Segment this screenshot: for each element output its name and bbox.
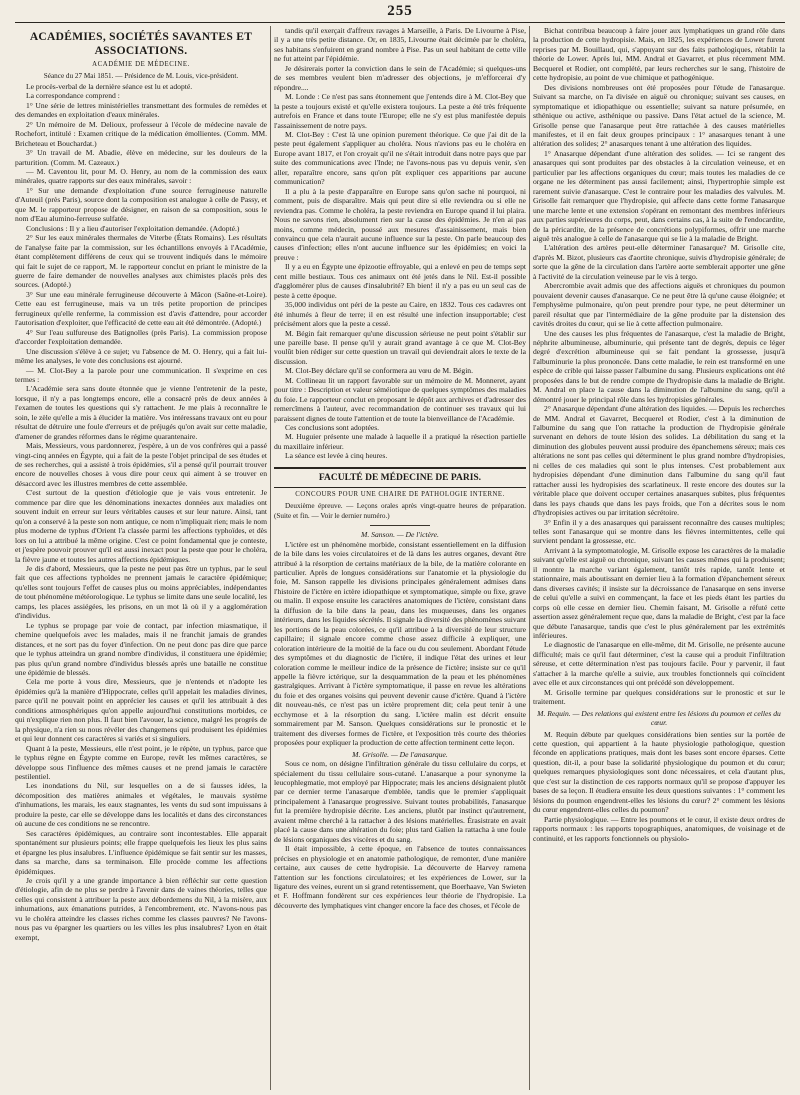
session-line: Séance du 27 Mai 1851. — Présidence de M. Louis, vice-président. xyxy=(43,72,239,81)
paragraph: L'Académie sera sans doute étonnée que je vienne l'entretenir de la peste, lorsque, il n'y a pas longtemps encore, elle a consacré près de deux années à l'examen de toutes les questions qui s'y rattachent. Je me plais à reconnaître le soin, le zèle qu'elle a mis à élucider la matière. Vos intéressans travaux ont eu pour résultat de détruire une foule d'erreurs et de préjugés qu'on avait sur cette maladie, d'amener de grandes réformes dans le régime quarantenaire. xyxy=(15,384,267,441)
paragraph: M. Collineau lit un rapport favorable sur un mémoire de M. Monneret, ayant pour titre : Description et valeur séméiotique de quelques symptômes des maladies du foie. Le rapporteur conclut en proposant le dépôt aux archives et d'adresser des remercîmens à l'auteur, avec recommandation de continuer ses travaux qui lui paraissent dignes de toute l'attention et de toute la bienveillance de l'Académie. xyxy=(274,375,526,423)
paragraph: Mais, Messieurs, vous pardonnerez, j'espère, à un de vos confrères qui a passé vingt-cinq années en Égypte, qui a fait de la peste l'objet principal de ses études et de ses recherches, qui a assisté à trois épidémies, s'il a pensé qu'il pourrait trouver encore de nouvelles choses à vous dire pour ceux qui aiment à se trouver en désaccord avec les illustres membres de cette assemblée. xyxy=(15,441,267,488)
paragraph: Il a plu à la peste d'apparaître en Europe sans qu'on sache ni pourquoi, ni comment, puis de disparaître. Mais qui peut dire si elle reviendra ou si elle ne reviendra pas. Comme le choléra, la peste reviendra en Europe quand il lui plaira. Nous ne savons rien, absolument rien sur la cause des épidémies. Je n'en ai pas moins, comme médecin, poussé aux mesures d'assainissement, mais bien convaincu que cela n'aurait aucune influence sur la peste. On parle beaucoup des causes d'infection; elles n'ont aucune influence sur les épidémies; en voici la preuve : xyxy=(274,186,526,262)
column-1-body xyxy=(15,82,267,942)
section-title: ACADÉMIE DE MÉDECINE. xyxy=(92,61,190,68)
paragraph: M. Requin débute par quelques considérations bien senties sur la portée de cette question, qui appartient à la haute physiologie pathologique, question féconde en applications pratiques, mais dont les bases sont encore éparses. Cette question, dit-il, a pour base la solidarité physiologique du poumon et du cœur; quelques remarques physiologiques sont donc nécessaires, et cela d'autant plus, que c'est sur la distinction de ces rapports normaux qu'il se propose d'appuyer les bases de sa leçon. Il étudiera ensuite les deux questions suivantes : 1° comment les lésions du poumon engendrent-elles les lésions du cœur? 2° comment les lésions du cœur engendrent-elles celles du poumon? xyxy=(533,729,785,815)
paragraph: Le diagnostic de l'anasarque en elle-même, dit M. Grisolle, ne présente aucune difficulté; mais ce qu'il faut déterminer, c'est la cause qui a produit l'infiltration séreuse, et cette détermination n'est pas toujours facile. Pour y parvenir, il faut s'attacher à la marche qu'elle a suivie, aux troubles fonctionnels qui coïncident avec elle et aux circonstances qui ont précédé son développement. xyxy=(533,640,785,688)
paragraph: La correspondance comprend : xyxy=(26,91,120,101)
paragraph: Le procès-verbal de la dernière séance est lu et adopté. xyxy=(26,81,193,91)
paragraph: 2° Sur les eaux minérales thermales de Viterbe (États Romains). Les résultats de l'analyse faite par la commission, sur les échantillons envoyés à l'Académie, étant complètement différens de ceux qui se trouvent indiqués dans le mémoire qui fait le sujet de ce rapport, M. le rapporteur conclut en priant le ministre de la guerre de faire demander de nouvelles analyses aux chimistes placés près des sources. (Adopté.) xyxy=(15,233,267,290)
paragraph: C'est surtout de la question d'étiologie que je vais vous entretenir. Je commence par dire que les dénominations inexactes données aux maladies ont souvent induit en erreur sur leurs véritables causes et sur leur nature. Ainsi, tant qu'on a conservé à la peste son nom antique, ce nom n'impliquait rien; mais le nom plus moderne de typhus d'Orient l'a classée parmi les affections typhoïdes, et dès lors on lui a attribué la même origine. C'est ce point fondamental que je conteste, et j'espère pouvoir prouver qu'il est aussi inexact pour la peste que pour le choléra, la fièvre jaune et toutes les autres affections épidémiques. xyxy=(15,488,267,564)
page-number: 255 xyxy=(387,3,413,19)
column-3-body-a xyxy=(533,26,785,707)
paragraph: 3° Sur une eau minérale ferrugineuse découverte à Mâcon (Saône-et-Loire). Cette eau est ferrugineuse, mais va un très petite proportion de principes ferrugineux qu'elle renferme, la commission est d'avis d'attendre, pour accorder l'autorisation d'exploiter, que l'efficacité de cette eau ait été démontrée. (Adopté.) xyxy=(15,289,267,328)
paragraph: 2° Un mémoire de M. Delioux, professeur à l'école de médecine navale de Rochefort, intitulé : Examen critique de la médication émollientes. (Comm. MM. Bricheteau et Bouchardat.) xyxy=(15,119,267,148)
paragraph: 3° Un travail de M. Abadie, élève en médecine, sur les douleurs de la parturition. (Comm. M. Cazeaux.) xyxy=(15,148,267,167)
short-rule xyxy=(370,525,430,526)
paragraph: Des divisions nombreuses ont été proposées pour l'étude de l'anasarque. Suivant sa marche, on l'a divisée en aiguë ou chronique; suivant ses causes, en symptomatique et idiopathique ou essentielle; suivant sa nature présumée, en sthénique ou active, asthénique ou passive. Dans l'état actuel de la science, M. Grisolle pense que l'anasarque peut être rattachée à des causes matérielles manifestes, et il en fait deux groupes principaux : 1° anasarques tenant à une altération des solides; 2° anasarques tenant à une altération des liquides. xyxy=(533,82,785,149)
concours-heading: CONCOURS POUR UNE CHAIRE DE PATHOLOGIE INTERNE. xyxy=(295,490,505,498)
column-3-body-b xyxy=(533,730,785,843)
paragraph: 1° Anasarque dépendant d'une altération des solides. — Ici se rangent des anasarques qui sont produites par des obstacles à la circulation veineuse, et en particulier par les affections organiques du cœur; mais toutes les maladies de ce organe ne les déterminent pas aussi facilement; ainsi, l'hypertrophie simple est rarement suivie d'anasarque. C'est le contraire pour les maladies des valvules. M. Grisolle fait remarquer que l'hydropisie, qui affecte dans cette forme l'anasarque une marche lente et une extension s'opérant en remontant des membres inférieurs aux parties supérieures du corps, peut, dans certains cas, à la suite de l'endocardite, de la péricardite, de la présence de concrétions polypiformes, offrir une marche aiguë très analogue à celle de l'anasarque qui se lie à la maladie de Bright. xyxy=(533,148,785,243)
paragraph: M. Grisolle termine par quelques considérations sur le pronostic et sur le traitement. xyxy=(533,687,785,707)
column-1 xyxy=(15,26,267,1090)
paragraph: Une des causes les plus fréquentes de l'anasarque, c'est la maladie de Bright, néphrite albumineuse, albuminurie, qui présente tant de degrés, depuis ce léger degré d'excrétion albumineuse qui se fait pendant la grossesse, jusqu'à l'albuminurie la plus prononcée. Dans cette maladie, le rein est transformé en une espèce de crible qui laisse passer l'albumine du sang. Plusieurs explications ont été proposées dans le but de rendre compte de l'hydropisie dans la maladie de Bright. M. Andral en place la cause dans la diminution de l'albumine du sang, qu'il a démontré jouer le principal rôle dans les hydropisies générales. xyxy=(533,328,785,404)
paragraph: 1° Sur une demande d'exploitation d'une source ferrugineuse naturelle d'Auteuil (près Paris), source dont la composition est analogue à celle de Passy, et que M. le rapporteur propose de désigner, en raison de sa composition, sous le nom d'Eau alumino-ferreuse sulfatée. xyxy=(15,185,267,224)
paragraph: Sous ce nom, on désigne l'infiltration générale du tissu cellulaire du corps, et spécialement du tissu cellulaire sous-cutané. L'anasarque a pour synonyme la leucophlegmatie, mot employé par Hippocrate; mais les anciens désignaient plutôt par ce dernier terme l'anasarque d'emblée, tandis que le premier s'appliquait principalement à l'anasarque progressive. Suivant toutes probabilités, l'anasarque fut la première hydropisie décrite. Les anciens, plutôt par instinct qu'autrement, avaient même cherché à la rattacher à des lésions matérielles. Érasistrate en avait placé la cause dans une altération du foie; plus tard Galien la rattacha à une foule de lésions organiques des viscères et du sang. xyxy=(274,759,526,844)
column-2 xyxy=(274,26,526,1090)
paragraph: 3° Enfin il y a des anasarques qui paraissent reconnaître des causes multiples; telles sont l'anasarque qui se montre dans les fièvres intermittentes, celle qui survient pendant la grossesse, etc. xyxy=(533,517,785,546)
section-masthead: ACADÉMIES, SOCIÉTÉS SAVANTES ET ASSOCIATIONS. xyxy=(29,31,253,57)
column-divider-1 xyxy=(270,26,271,1090)
paragraph: M. Londe : Ce n'est pas sans étonnement que j'entends dire à M. Clot-Bey que la peste a toujours existé et qu'elle existera toujours. La peste a été très fréquente autrefois en France et dans toute l'Europe; elle ne s'y est plus manifestée depuis l'assainissement de notre pays. xyxy=(274,92,526,130)
speaker-grisolle: M. Grisolle. — De l'anasarque. xyxy=(352,749,448,759)
paragraph: 1° Une série de lettres ministérielles transmettant des formules de remèdes et des demandes en exploitation d'eaux minérales. xyxy=(15,100,267,120)
paragraph: Cela me porte à vous dire, Messieurs, que je n'entends et n'adopte les épidémies qu'à la manière d'Hippocrate, celles qu'il appelait les maladies divines, parce qu'il ne pouvait point en apprécier les causes et qu'il les attribuait à des conditions atmosphériques qu'on appelle aujourd'hui constitutions morbides, ce qui n'explique rien non plus. Il faut bien l'avouer, la science, malgré les progrès de la physique, n'a rien su nous révéler des changemens qui produisent les épidémies et qui leur donnent ces caractères si variés et si singuliers. xyxy=(15,677,267,744)
column-2-body-b xyxy=(274,540,526,748)
paragraph: L'altération des artères peut-elle déterminer l'anasarque? M. Grisolle cite, d'après M. Bizot, plusieurs cas d'aortite chronique, suivis d'hydropisie générale; de sorte que la gêne de la circulation dans l'artère aorte semblerait apporter une gêne à l'activité de la circulation veineuse par le vis à tergo. xyxy=(533,243,785,281)
paragraph: L'ictère est un phénomène morbide, consistant essentiellement en la diffusion de la bile dans les voies circulatoires et de là dans les autres organes, devant être attribué à la résorption de certains matériaux de la bile, de la matière colorante en particulier. Après de longues considérations sur l'anatomie et la physiologie du foie, M. Sanson rappelle les divisions principales généralement admises dans l'histoire de l'ictère en ictère idiopathique et symptomatique, simple ou fixe, grave ou malin. Il expose ensuite les caractères anatomiques de l'ictère, consistant dans la diffusion de la bile dans la peau, dans les muqueuses, dans les organes intérieurs, dans les liquides sécrétés. Il signale la diversité des phénomènes suivant les portions de la peau colorées, ce qu'il attribue à la diversité de leur structure capillaire; il signale encore comme chose assez difficile à expliquer, une coloration intérieure de la moitié de la face ou du cou seulement. Abordant l'étude des symptômes et du diagnostic de l'ictère, il indique l'état des urines et leur coloration comme le meilleur indice de la présence de l'ictère; insiste sur ce qu'il appelle la fièvre ictérique, sur la desquammation de la peau et les phénomènes gastralgiques. Arrivant à l'ictère symptomatique, il passe en revue les altérations du foie et des organes voisins qui peuvent devenir cause d'ictère. Quand à l'ictère dit nouveau-nés, ce n'est pas un ictère proprement dit; cela peut tenir à une ecchymose et à la résorption du sang. L'ictère malin est décrit ensuite sommairement par M. Sanson. Quelques considérations sur le pronostic et le traitement des diverses formes de l'ictère, et l'exposition très courte des théories proposées pour expliquer la production de cette affection terminent cette leçon. xyxy=(274,539,526,748)
paragraph: Je dis d'abord, Messieurs, que la peste ne peut pas être un typhus, par le seul fait que ces affections typhoïdes ne prennent jamais le caractère épidémique; qu'elles sont toujours l'effet de causes plus ou moins appréciables, indépendantes de tout phénomène météorologique. Le typhus se limite dans une seule localité, les camps, les places assiégées, les prisons, en un mot là où il y a agglomération d'individus. xyxy=(15,564,267,621)
paragraph: M. Clot-Bey déclare qu'il se conformera au vœu de M. Bégin. xyxy=(285,366,473,376)
column-2-body-c xyxy=(274,759,526,910)
paragraph: Le typhus se propage par voie de contact, par infection miasmatique, il chemine quelquefois avec les malades, mais il ne franchit jamais de grandes distances, et ne sort pas du foyer d'infection. On ne peut donc pas dire que parce que le typhus atteindra un grand nombre d'individus, il constituera une épidémie; pas plus qu'un grand nombre d'individus blessés après une bataille ne constitue une épidémie de blessés. xyxy=(15,620,267,677)
paragraph: Abercrombie avait admis que des affections aiguës et chroniques du poumon pouvaient devenir causes d'anasarque. Ce ne peut être là qu'une cause éloignée; et l'emphysème pulmonaire, qu'on peut prendre pour type, ne peut déterminer un pareil résultat que par l'intermédiaire de la gêne produite par la distension des cavités droites du cœur, qui se lie à cette affection pulmonaire. xyxy=(533,281,785,329)
paragraph: Ces conclusions sont adoptées. xyxy=(285,423,380,433)
paragraph: — M. Caventou lit, pour M. O. Henry, au nom de la commission des eaux minérales, quatre rapports sur des eaux minérales, savoir : xyxy=(15,166,267,186)
paragraph: Il était impossible, à cette époque, en l'absence de toutes connaissances précises en physiologie et en anatomie pathologique, de remonter, d'une manière certaine, aux causes de cette hydropisie. La découverte de Harvey ramena l'attention sur les fonctions circulatoires; et les expériences de Lower, sur la ligature des veines, eurent un si grand retentissement, que Boerhaave, Van Swieten et F. Hoffmann fondèrent sur ces expériences leur théorie de l'hydropisie. La découverte des lymphatiques vint changer encore la face des choses, et l'école de xyxy=(274,844,526,910)
epreuve-line: Deuxième épreuve. — Leçons orales après vingt-quatre heures de préparation. (Suite et fin. — Voir le dernier numéro.) xyxy=(274,502,526,520)
paragraph: Les inondations du Nil, sur lesquelles on a de si fausses idées, la décomposition des matières animales et végétales, le mauvais système d'inhumations, les marais, les eaux stagnantes, les vents du sud sont impuissans à produire la peste, car elle se développe dans les localités et dans des circonstances où aucune de ces conditions ne se rencontre. xyxy=(15,781,267,829)
paragraph: Je désirerais porter la conviction dans le sein de l'Académie; si quelques-uns de ses membres veulent bien m'adresser des objections, je m'efforcerai d'y répondre.... xyxy=(274,63,526,92)
paragraph: M. Clot-Bey : C'est là une opinion purement théorique. Ce que j'ai dit de la peste peut également s'appliquer au choléra. Nous n'avions pas eu le choléra en Europe avant 1817, et l'on croyait qu'il ne s'était introduit dans notre pays que par suite des communications avec l'Inde; ne l'avons-nous pas vu depuis venir, s'en aller, reparaître encore, sans qu'on pût expliquer ces apparitions par aucune communication? xyxy=(274,129,526,187)
paragraph: Je crois qu'il y a une grande importance à bien réfléchir sur cette question d'étiologie, afin de ne plus se perdre à l'avenir dans de vaines théories, telles que celles qui consistent à attribuer la peste aux débordemens du Nil, à la misère, aux inhumations, aux émanations putrides, à l'encombrement, etc. N'avons-nous pas vu le choléra atteindre les classes riches comme les classes pauvres? Ne l'avons-nous pas vu épargner les quartiers ou les villes les plus insalubres? Lyon en était exempt, xyxy=(15,875,267,942)
paragraph: Arrivant à la symptomatologie, M. Grisolle expose les caractères de la maladie suivant qu'elle est aiguë ou chronique, suivant les causes mêmes qui la produisent; il montre la marche variant également, tantôt très rapide, tantôt lente et stationnaire, mais aboutissant en dernier lieu à la formation d'épanchement séreux dans diverses cavités; il insiste sur la décroissance de l'anasarque en sens inverse de celui qu'elle a suivi en commençant, la face et les pieds étant les parties du corps où elle cesse en dernier lieu. Chemin faisant, M. Grisolle a réfuté cette assertion assez généralement reçue que, dans la maladie de Bright, c'est par la face que débute l'anasarque, tandis que c'est le plus généralement par les extrémités inférieures. xyxy=(533,545,785,640)
paragraph: — M. Clot-Bey a la parole pour une communication. Il s'exprime en ces termes : xyxy=(15,365,267,384)
paragraph: 4° Sur l'eau sulfureuse des Batignolles (près Paris). La commission propose d'accorder l'exploitation demandée. xyxy=(15,327,267,347)
paragraph: 2° Anasarque dépendant d'une altération des liquides. — Depuis les recherches de MM. Andral et Gavarret, Becquerel et Rodier, c'est à la diminution de l'albumine du sang que l'on rattache la production de l'hydropisie générale survenant en dehors de toute lésion des solides. La débilitation du sang et la diminution des globules peuvent aussi produire des épanchemens séreux; mais ces altérations ne sont pas celles qui déterminent le plus grand nombre d'hydropisies, ni celles de ces maladies qui sont le plus intenses. C'est probablement aux hydropisies dépendant d'une diminution dans l'albumine du sang qu'il faut rattacher aussi les hydropisies des scarlatineux. Il reste encore des doutes sur la véritable place que doivent occuper certaines anasarques subites, plus fréquentes dans les pays chauds que dans les pays froids, que l'on a décrites sous le nom d'hydropisies actives ou par irritation sécrétoire. xyxy=(533,404,785,518)
column-2-body-a xyxy=(274,26,526,461)
paragraph: La séance est levée à cinq heures. xyxy=(285,451,388,461)
paragraph: Une discussion s'élève à ce sujet; vu l'absence de M. O. Henry, qui a fait lui-même les analyses, le vote des conclusions est ajourné. xyxy=(15,346,267,366)
paragraph: Bichat contribua beaucoup à faire jouer aux lymphatiques un grand rôle dans la production de cette hydropisie. Mais, en 1825, les expériences de Lower furent reprises par M. Bouillaud, qui, s'appuyant sur des faits pathologiques, rétablit la théorie de Lower. Après lui, MM. Andral et Gavarret, et plus récemment MM. Becquerel et Rodier, ont complété, par leurs recherches sur le sang, l'histoire de cette hydropisie, au point de vue chimique et pathogénique. xyxy=(533,26,785,83)
paragraph: Il y a eu en Égypte une épizootie effroyable, qui a enlevé en peu de temps sept cent mille bestiaux. Tous ces animaux ont été jetés dans le Nil. Est-il possible d'agglomérer plus de causes d'insalubrité? Eh bien! il n'y a pas eu un seul cas de peste à cette époque. xyxy=(274,262,526,300)
speaker-sanson: M. Sanson. — De l'ictère. xyxy=(361,530,439,540)
paragraph: Ses caractères épidémiques, au contraire sont incontestables. Elle apparait spontanément sur plusieurs points; elle frappe quelquefois les lieux les plus sains et épargne les plus insalubres. L'influence épidémique se fait sentir sur les masses, dans sa marche, dans sa terminaison. Elle procède comme les affections épidémiques. xyxy=(15,828,267,876)
header-rule xyxy=(15,22,785,23)
paragraph: Conclusions : Il y a lieu d'autoriser l'exploitation demandée. (Adopté.) xyxy=(26,223,240,233)
paragraph: M. Huguier présente une malade à laquelle il a pratiqué la résection partielle du maxillaire inférieur. xyxy=(274,432,526,451)
paragraph: Quant à la peste, Messieurs, elle n'est point, je le répète, un typhus, parce que le typhus règne en Égypte comme en Europe, revêt les mêmes caractères, se développe sous l'influence des mêmes causes et ne prend jamais le caractère pestilentiel. xyxy=(15,743,267,781)
paragraph: M. Bégin fait remarquer qu'une discussion sérieuse ne peut point s'établir sur une pareille base. Il pense qu'il y aurait grand avantage à ce que M. Clot-Bey voulût bien rédiger sur cette question un travail qui deviendrait alors le texte de la discussion. xyxy=(274,328,526,366)
column-3 xyxy=(533,26,785,1090)
paragraph: 35,000 individus ont péri de la peste au Caire, en 1832. Tous ces cadavres ont été inhumés à fleur de terre; il en est résulté une infection insupportable; c'est précisément alors que la peste a cessé. xyxy=(274,300,526,329)
column-divider-2 xyxy=(529,26,530,1090)
speaker-requin: M. Requin. — Des relations qui existent entre les lésions du poumon et celles du cœur. xyxy=(537,708,781,728)
paragraph: Partie physiologique. — Entre les poumons et le cœur, il existe deux ordres de rapports normaux : les rapports topographiques, anatomiques, de voisinage et de continuité, et les rapports fonctionnels ou physiolo- xyxy=(533,814,785,843)
paragraph: tandis qu'il exerçait d'affreux ravages à Marseille, à Paris. De Livourne à Pise, il y a une très petite distance. Or, en 1835, Livourne était décimée par le choléra, ses habitans s'enfuirent en grand nombre à Pise. Pas un seul habitant de cette ville ne fut atteint par l'épidémie. xyxy=(274,26,526,64)
faculty-heading: FACULTÉ DE MÉDECINE DE PARIS. xyxy=(274,467,526,488)
